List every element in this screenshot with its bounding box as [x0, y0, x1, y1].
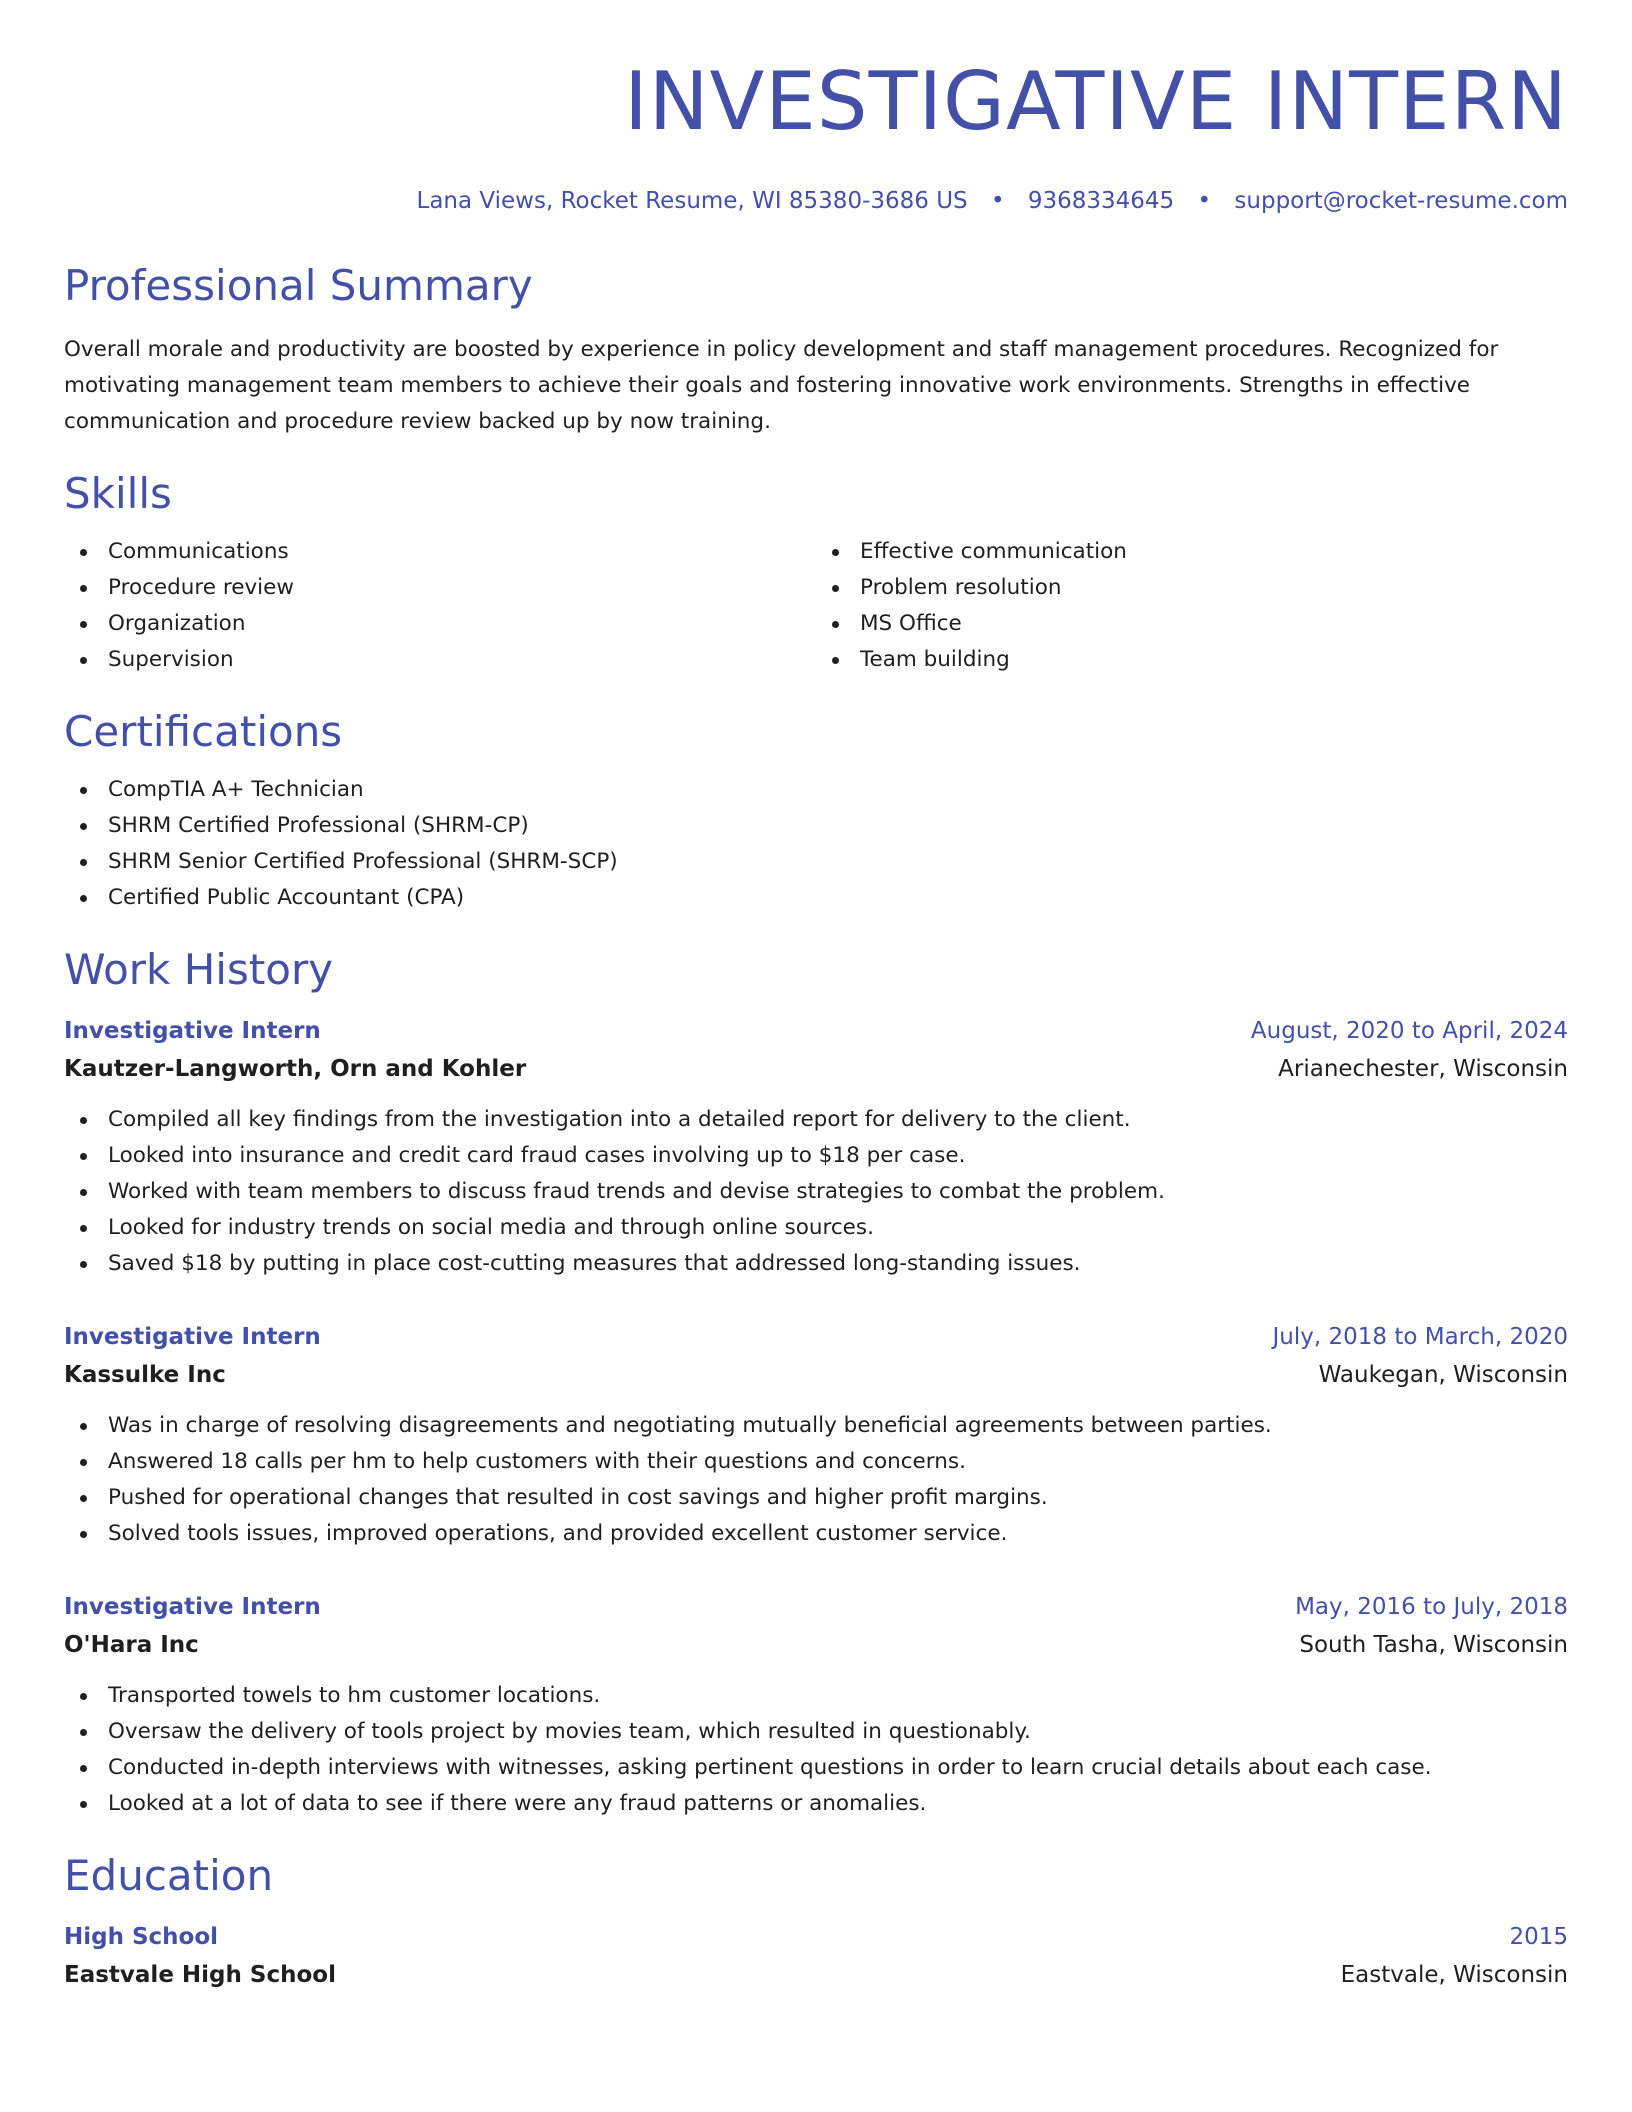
certifications-heading: Certifications: [64, 707, 343, 756]
certification-item: CompTIA A+ Technician: [64, 772, 1568, 808]
job-duty: Compiled all key findings from the investigation into a detailed report for delivery to the client.: [64, 1102, 1568, 1138]
education-heading: Education: [64, 1851, 274, 1900]
job-title-row: [64, 1588, 1568, 1626]
skill-item: Communications: [64, 534, 816, 570]
skills-list-right: [816, 534, 1568, 678]
certifications-list: [64, 772, 1568, 916]
job-duties: [64, 1102, 1568, 1282]
education-entry: [64, 1918, 1568, 1994]
job-company-row: [64, 1356, 1568, 1394]
skill-item: Team building: [816, 642, 1568, 678]
job-entry: [64, 1318, 1568, 1552]
summary-section: [64, 260, 1568, 440]
job-title-row: [64, 1318, 1568, 1356]
job-duty: Saved $18 by putting in place cost-cutting measures that addressed long-standing issues.: [64, 1246, 1568, 1282]
summary-text: Overall morale and productivity are boosted by experience in policy development and staff management procedures. Recognized for motivating management team members to achieve their goals and fostering innovative work environments. Strengths in effective communication and procedure review backed up by now training.: [64, 337, 1499, 434]
job-duties: [64, 1408, 1568, 1552]
job-dates: May, 2016 to July, 2018: [1295, 1594, 1568, 1620]
resume-header: [64, 0, 1568, 216]
job-company: Kassulke Inc: [64, 1362, 226, 1388]
job-duties: [64, 1678, 1568, 1822]
job-duty: Conducted in-depth interviews with witnesses, asking pertinent questions in order to learn crucial details about each case.: [64, 1750, 1568, 1786]
work-history-heading: Work History: [64, 945, 334, 994]
skills-list-left: [64, 534, 816, 678]
education-school: Eastvale High School: [64, 1962, 336, 1988]
job-dates: July, 2018 to March, 2020: [1272, 1324, 1568, 1350]
job-duty: Looked for industry trends on social media and through online sources.: [64, 1210, 1568, 1246]
certification-item: SHRM Certified Professional (SHRM-CP): [64, 808, 1568, 844]
education-degree-row: [64, 1918, 1568, 1956]
job-location: South Tasha, Wisconsin: [1299, 1632, 1568, 1658]
education-degree: High School: [64, 1924, 219, 1950]
job-duty: Looked at a lot of data to see if there were any fraud patterns or anomalies.: [64, 1786, 1568, 1822]
job-title: Investigative Intern: [64, 1594, 321, 1620]
skill-item: Procedure review: [64, 570, 816, 606]
job-location: Waukegan, Wisconsin: [1318, 1362, 1568, 1388]
certifications-section: [64, 706, 1568, 916]
certification-item: Certified Public Accountant (CPA): [64, 880, 1568, 916]
job-duty: Transported towels to hm customer locations.: [64, 1678, 1568, 1714]
job-dates: August, 2020 to April, 2024: [1250, 1018, 1568, 1044]
skills-grid: [64, 534, 1568, 678]
summary-heading: Professional Summary: [64, 261, 533, 310]
education-year: 2015: [1509, 1924, 1568, 1950]
job-duty: Was in charge of resolving disagreements and negotiating mutually beneficial agreements between parties.: [64, 1408, 1568, 1444]
skills-heading: Skills: [64, 469, 172, 518]
job-entry: [64, 1588, 1568, 1822]
job-company-row: [64, 1626, 1568, 1664]
skill-item: MS Office: [816, 606, 1568, 642]
contact-address: Lana Views, Rocket Resume, WI 85380-3686 US: [416, 188, 968, 214]
job-entry: [64, 1012, 1568, 1282]
education-section: [64, 1850, 1568, 1994]
job-duty: Solved tools issues, improved operations, and provided excellent customer service.: [64, 1516, 1568, 1552]
education-location: Eastvale, Wisconsin: [1340, 1962, 1568, 1988]
contact-email: support@rocket-resume.com: [1234, 188, 1568, 214]
skill-item: Effective communication: [816, 534, 1568, 570]
job-duty: Answered 18 calls per hm to help customers with their questions and concerns.: [64, 1444, 1568, 1480]
education-school-row: [64, 1956, 1568, 1994]
resume-name: INVESTIGATIVE INTERN: [624, 55, 1568, 148]
contact-separator: •: [1197, 188, 1212, 214]
job-title: Investigative Intern: [64, 1018, 321, 1044]
job-company: O'Hara Inc: [64, 1632, 199, 1658]
skill-item: Organization: [64, 606, 816, 642]
contact-separator: •: [990, 188, 1005, 214]
certification-item: SHRM Senior Certified Professional (SHRM-SCP): [64, 844, 1568, 880]
job-company-row: [64, 1050, 1568, 1088]
contact-phone: 9368334645: [1027, 188, 1175, 214]
job-duty: Oversaw the delivery of tools project by movies team, which resulted in questionably.: [64, 1714, 1568, 1750]
job-company: Kautzer-Langworth, Orn and Kohler: [64, 1056, 527, 1082]
job-title: Investigative Intern: [64, 1324, 321, 1350]
job-location: Arianechester, Wisconsin: [1278, 1056, 1568, 1082]
job-title-row: [64, 1012, 1568, 1050]
job-duty: Looked into insurance and credit card fraud cases involving up to $18 per case.: [64, 1138, 1568, 1174]
skill-item: Problem resolution: [816, 570, 1568, 606]
skill-item: Supervision: [64, 642, 816, 678]
skills-section: [64, 468, 1568, 678]
work-history-section: [64, 944, 1568, 1822]
job-duty: Worked with team members to discuss fraud trends and devise strategies to combat the problem.: [64, 1174, 1568, 1210]
job-duty: Pushed for operational changes that resulted in cost savings and higher profit margins.: [64, 1480, 1568, 1516]
contact-line: [64, 186, 1568, 216]
